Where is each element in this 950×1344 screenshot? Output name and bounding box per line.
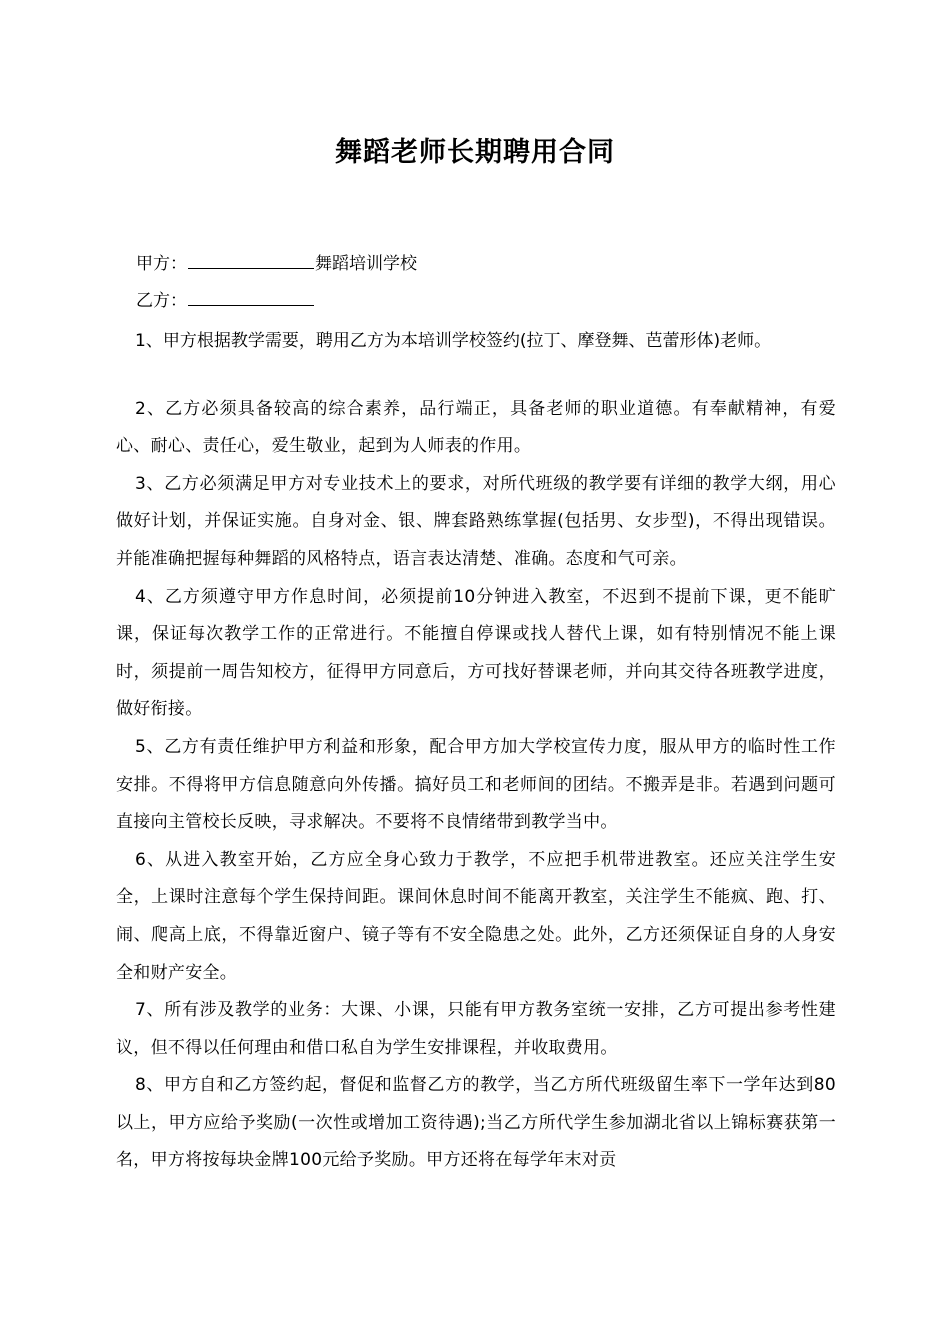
clause-2: 2、乙方必须具备较高的综合素养，品行端正，具备老师的职业道德。有奉献精神，有爱心、耐心、责任心，爱生敬业，起到为人师表的作用。	[116, 398, 836, 457]
clause-list	[116, 323, 836, 1180]
clause-3: 3、乙方必须满足甲方对专业技术上的要求，对所代班级的教学要有详细的教学大纲，用心做好计划，并保证实施。自身对金、银、牌套路熟练掌握(包括男、女步型)，不得出现错误。并能准确把握每种舞蹈的风格特点，语言表达清楚、准确。态度和气可亲。	[116, 473, 836, 569]
clause-8: 8、甲方自和乙方签约起，督促和监督乙方的教学，当乙方所代班级留生率下一学年达到80以上，甲方应给予奖励(一次性或增加工资待遇);当乙方所代学生参加湖北省以上锦标赛获第一名，甲方将按每块金牌100元给予奖励。甲方还将在每学年末对贡	[116, 1075, 836, 1171]
party-a-suffix: 舞蹈培训学校	[315, 254, 417, 274]
party-a-line	[136, 250, 417, 278]
party-b-label: 乙方：	[136, 291, 187, 311]
document-title: 舞蹈老师长期聘用合同	[335, 137, 615, 168]
clause-7: 7、所有涉及教学的业务：大课、小课，只能有甲方教务室统一安排，乙方可提出参考性建议，但不得以任何理由和借口私自为学生安排课程，并收取费用。	[116, 1000, 836, 1058]
party-b-line	[136, 287, 315, 315]
party-a-blank	[188, 250, 314, 269]
clause-5: 5、乙方有责任维护甲方利益和形象，配合甲方加大学校宣传力度，服从甲方的临时性工作安排。不得将甲方信息随意向外传播。搞好员工和老师间的团结。不搬弄是非。若遇到问题可直接向主管校长反映，寻求解决。不要将不良情绪带到教学当中。	[116, 736, 836, 833]
clause-4: 4、乙方须遵守甲方作息时间，必须提前10分钟进入教室，不迟到不提前下课，更不能旷课，保证每次教学工作的正常进行。不能擅自停课或找人替代上课，如有特别情况不能上课时，须提前一周告知校方，征得甲方同意后，方可找好替课老师，并向其交待各班教学进度，做好衔接。	[116, 586, 836, 720]
party-a-label: 甲方：	[136, 254, 187, 274]
clause-1: 1、甲方根据教学需要，聘用乙方为本培训学校签约(拉丁、摩登舞、芭蕾形体)老师。	[135, 331, 772, 351]
party-b-blank	[188, 287, 314, 306]
clause-6: 6、从进入教室开始，乙方应全身心致力于教学，不应把手机带进教室。还应关注学生安全，上课时注意每个学生保持间距。课间休息时间不能离开教室，关注学生不能疯、跑、打、闹、爬高上底，不得靠近窗户、镜子等有不安全隐患之处。此外，乙方还须保证自身的人身安全和财产安全。	[116, 849, 836, 983]
